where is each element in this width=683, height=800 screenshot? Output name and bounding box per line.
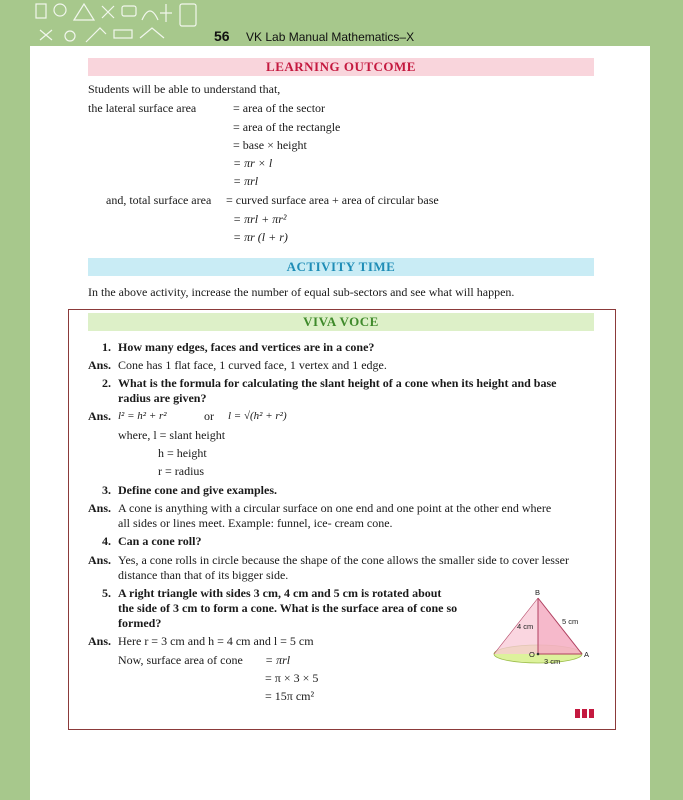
height-label: 4 cm bbox=[517, 622, 534, 631]
math-doodle-header-decoration bbox=[30, 0, 210, 46]
question-2-line1: What is the formula for calculating the slant height of a cone when its height and base bbox=[118, 376, 557, 390]
answer-5-step: = π × 3 × 5 bbox=[265, 671, 319, 685]
tsa-label: and, total surface area bbox=[106, 193, 212, 207]
question-5-line2: the side of 3 cm to form a cone. What is the surface area of cone so bbox=[118, 601, 458, 615]
ans-label: Ans. bbox=[88, 634, 112, 648]
height-definition: h = height bbox=[158, 446, 207, 460]
answer-3-line1: A cone is anything with a circular surface on one end and one point at the other end where bbox=[118, 501, 552, 515]
answer-5-givens: Here r = 3 cm and h = 4 cm and l = 5 cm bbox=[118, 634, 314, 648]
lsa-step: = area of the sector bbox=[233, 101, 326, 115]
activity-time-heading: ACTIVITY TIME bbox=[88, 258, 594, 276]
end-of-section-mark bbox=[575, 709, 595, 718]
question-4: Can a cone roll? bbox=[118, 534, 202, 548]
slant-label: 5 cm bbox=[562, 617, 579, 626]
activity-time-text: In the above activity, increase the number of equal sub-sectors and see what will happen. bbox=[88, 285, 515, 299]
question-3: Define cone and give examples. bbox=[118, 483, 277, 497]
tsa-step: = curved surface area + area of circular base bbox=[226, 193, 439, 207]
or-word: or bbox=[204, 409, 214, 423]
answer-1: Cone has 1 flat face, 1 curved face, 1 vertex and 1 edge. bbox=[118, 358, 387, 372]
question-number: 4. bbox=[102, 534, 111, 548]
radius-label: 3 cm bbox=[544, 657, 561, 666]
question-number: 2. bbox=[102, 376, 111, 390]
vertex-b-label: B bbox=[535, 588, 541, 597]
viva-voce-heading: VIVA VOCE bbox=[88, 313, 594, 331]
answer-4-line2: distance than that of its bigger side. bbox=[118, 568, 289, 582]
slant-height-formula-squared: l² = h² + r² bbox=[118, 410, 167, 422]
book-title: VK Lab Manual Mathematics–X bbox=[246, 30, 415, 44]
answer-4-line1: Yes, a cone rolls in circle because the shape of the cone allows the smaller side to cover lesser bbox=[118, 553, 569, 567]
lsa-step: = πr × l bbox=[233, 156, 273, 170]
learning-outcome-heading: LEARNING OUTCOME bbox=[88, 58, 594, 76]
answer-5-step: = πrl bbox=[265, 653, 291, 667]
question-number: 3. bbox=[102, 483, 111, 497]
question-2-line2: radius are given? bbox=[118, 391, 207, 405]
answer-5-label: Now, surface area of cone bbox=[118, 653, 243, 667]
ans-label: Ans. bbox=[88, 409, 112, 423]
lsa-step: = area of the rectangle bbox=[233, 120, 341, 134]
question-number: 5. bbox=[102, 586, 111, 600]
tsa-step: = πr (l + r) bbox=[233, 230, 288, 244]
cone-figure bbox=[492, 586, 602, 668]
lsa-step: = base × height bbox=[233, 138, 307, 152]
ans-label: Ans. bbox=[88, 553, 112, 567]
ans-label: Ans. bbox=[88, 501, 112, 515]
question-number: 1. bbox=[102, 340, 111, 354]
answer-3-line2: all sides or lines meet. Example: funnel, ice- cream cone. bbox=[118, 516, 393, 530]
tsa-step: = πrl + πr² bbox=[233, 212, 287, 226]
slant-height-definition: where, l = slant height bbox=[118, 428, 226, 442]
question-5-line1: A right triangle with sides 3 cm, 4 cm and 5 cm is rotated about bbox=[118, 586, 442, 600]
vertex-a-label: A bbox=[584, 650, 590, 659]
lsa-step: = πrl bbox=[233, 174, 259, 188]
radius-definition: r = radius bbox=[158, 464, 205, 478]
page-number: 56 bbox=[214, 28, 230, 44]
question-1: How many edges, faces and vertices are in a cone? bbox=[118, 340, 375, 354]
question-5-line3: formed? bbox=[118, 616, 162, 630]
ans-label: Ans. bbox=[88, 358, 112, 372]
center-point-o bbox=[537, 653, 540, 656]
lsa-label: the lateral surface area bbox=[88, 101, 197, 115]
slant-height-formula-root: l = √(h² + r²) bbox=[228, 410, 287, 422]
vertex-o-label: O bbox=[529, 650, 535, 659]
answer-5-step: = 15π cm² bbox=[265, 689, 315, 703]
learning-outcome-intro: Students will be able to understand that, bbox=[88, 82, 281, 96]
